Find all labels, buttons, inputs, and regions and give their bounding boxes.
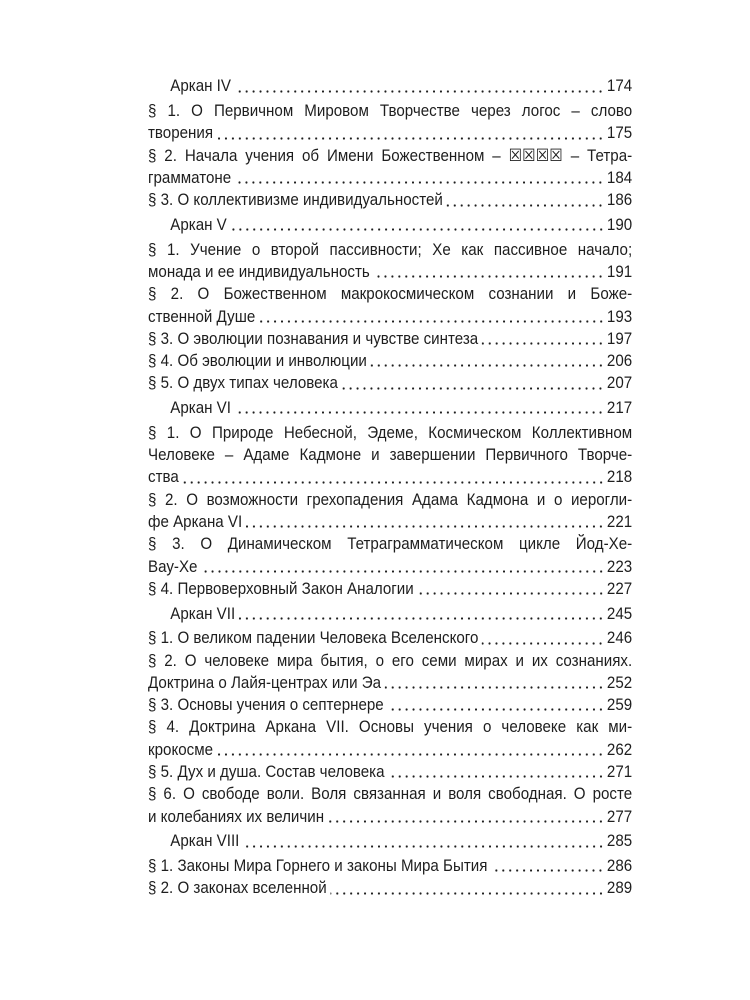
section-last-line	[148, 122, 632, 144]
section-text: грамматоне	[148, 167, 232, 187]
page-number: 217	[606, 398, 633, 418]
page-number: 190	[606, 214, 633, 234]
section-entry	[148, 627, 632, 649]
section-text: ственной Душе	[148, 306, 256, 326]
page-number: 184	[606, 167, 633, 187]
section-last-line	[148, 167, 632, 189]
dot-leader	[482, 328, 604, 350]
arcan-heading	[148, 830, 632, 852]
section-text: и колебаниях их величин	[148, 806, 325, 826]
section-entry	[148, 422, 632, 489]
section-entry	[148, 650, 632, 695]
section-last-line	[148, 694, 632, 716]
dot-leader	[446, 189, 604, 211]
arcan-title: Аркан VIII	[170, 831, 240, 851]
page-number: 193	[606, 306, 633, 326]
section-last-line	[148, 627, 632, 649]
section-last-line	[148, 739, 632, 761]
section-line: § 2. Начала учения об Имени Божественном – ☒☒☒☒ – Тетра-	[148, 145, 633, 165]
arcan-title: Аркан VI	[170, 398, 231, 418]
arcan-heading	[148, 603, 632, 625]
section-last-line	[148, 672, 632, 694]
section-line: Человеке – Адаме Кадмоне и завершении Первичного Творче-	[148, 445, 633, 465]
dot-leader	[239, 603, 604, 625]
section-entry	[148, 783, 632, 828]
section-text: § 5. Дух и душа. Состав человека	[148, 762, 385, 782]
dot-leader	[341, 372, 604, 394]
page-number: 259	[606, 695, 633, 715]
section-line: § 3. О Динамическом Тетраграмматическом цикле Йод-Хе-	[148, 534, 633, 554]
page-number: 246	[606, 628, 633, 648]
dot-leader	[217, 739, 605, 761]
section-entry	[148, 239, 632, 284]
section-entry	[148, 489, 632, 534]
arcan-title: Аркан VII	[170, 603, 236, 623]
section-text: § 3. О эволюции познавания и чувстве синтеза	[148, 328, 479, 348]
section-last-line	[148, 578, 632, 600]
section-entry	[148, 283, 632, 328]
section-entry	[148, 328, 632, 350]
page-number: 186	[606, 190, 633, 210]
section-entry	[148, 578, 632, 600]
page-number: 252	[606, 672, 633, 692]
section-entry	[148, 877, 632, 899]
dot-leader	[387, 694, 604, 716]
section-text: фе Аркана VI	[148, 511, 243, 531]
page-number: 277	[606, 806, 633, 826]
section-entry	[148, 100, 632, 145]
dot-leader	[246, 511, 604, 533]
section-last-line	[148, 328, 632, 350]
section-last-line	[148, 761, 632, 783]
section-text: § 4. Первоверховный Закон Аналогии	[148, 578, 414, 598]
page-number: 285	[606, 831, 633, 851]
section-line: § 2. О Божественном макрокосмическом сознании и Боже-	[148, 284, 633, 304]
dot-leader	[182, 466, 604, 488]
page-number: 174	[606, 76, 633, 96]
section-last-line	[148, 466, 632, 488]
page-number: 191	[606, 261, 633, 281]
dot-leader	[482, 627, 604, 649]
page-number: 206	[606, 351, 633, 371]
section-text: Вау-Хе	[148, 556, 198, 576]
section-entry	[148, 533, 632, 578]
dot-leader	[243, 830, 604, 852]
section-line: § 1. О Первичном Мировом Творчестве через логос – слово	[148, 101, 633, 121]
section-last-line	[148, 261, 632, 283]
section-line: § 6. О свободе воли. Воля связанная и воля свободная. О росте	[148, 784, 633, 804]
dot-leader	[491, 855, 604, 877]
section-text: монада и ее индивидуальность	[148, 261, 370, 281]
arcan-heading	[148, 397, 632, 419]
page-number: 175	[606, 123, 633, 143]
section-entry	[148, 350, 632, 372]
dot-leader	[417, 578, 604, 600]
section-last-line	[148, 877, 632, 899]
section-text: Доктрина о Лайя-центрах или Эа	[148, 672, 382, 692]
section-line: § 1. О Природе Небесной, Эдеме, Космическом Коллективном	[148, 422, 633, 442]
dot-leader	[217, 122, 605, 144]
section-line: § 2. О человеке мира бытия, о его семи мирах и их сознаниях.	[148, 650, 633, 670]
page-number: 197	[606, 328, 633, 348]
page-number: 218	[606, 467, 633, 487]
section-last-line	[148, 806, 632, 828]
table-of-contents	[148, 73, 632, 900]
section-entry	[148, 145, 632, 190]
page-number: 207	[606, 373, 633, 393]
arcan-title: Аркан V	[170, 214, 227, 234]
section-text: § 3. Основы учения о септернере	[148, 695, 384, 715]
page-number: 227	[606, 578, 633, 598]
section-text: § 3. О коллективизме индивидуальностей	[148, 190, 443, 210]
section-text: творения	[148, 123, 214, 143]
section-last-line	[148, 372, 632, 394]
page-number: 286	[606, 856, 633, 875]
section-text: § 1. О великом падении Человека Вселенского	[148, 628, 479, 648]
arcan-title: Аркан IV	[170, 76, 231, 96]
page-number: 221	[606, 511, 633, 531]
section-last-line	[148, 511, 632, 533]
page-number: 271	[606, 762, 633, 782]
section-entry	[148, 372, 632, 394]
arcan-heading	[148, 75, 632, 97]
section-entry	[148, 716, 632, 761]
section-last-line	[148, 556, 632, 578]
section-last-line	[148, 306, 632, 328]
dot-leader	[201, 556, 604, 578]
section-line: § 1. Учение о второй пассивности; Хе как пассивное начало;	[148, 239, 633, 259]
page-number: 289	[606, 878, 633, 898]
section-entry	[148, 189, 632, 211]
section-entry	[148, 855, 632, 877]
dot-leader	[370, 350, 604, 372]
dot-leader	[235, 397, 605, 419]
section-last-line	[148, 189, 632, 211]
dot-leader	[328, 806, 605, 828]
dot-leader	[235, 167, 604, 189]
dot-leader	[330, 877, 604, 899]
section-text: § 1. Законы Мира Горнего и законы Мира Бытия	[148, 856, 488, 875]
section-text: § 5. О двух типах человека	[148, 373, 338, 393]
arcan-heading	[148, 214, 632, 236]
section-text: ства	[148, 467, 179, 487]
page-number: 262	[606, 739, 633, 759]
section-last-line	[148, 350, 632, 372]
page-number: 223	[606, 556, 633, 576]
dot-leader	[259, 306, 604, 328]
dot-leader	[385, 672, 605, 694]
section-line: § 4. Доктрина Аркана VII. Основы учения о человеке как ми-	[148, 717, 633, 737]
section-last-line	[148, 855, 632, 877]
section-line: § 2. О возможности грехопадения Адама Кадмона и о иерогли-	[148, 489, 633, 509]
dot-leader	[230, 214, 604, 236]
section-text: крокосме	[148, 739, 214, 759]
section-text: § 4. Об эволюции и инволюции	[148, 351, 367, 371]
dot-leader	[235, 75, 605, 97]
dot-leader	[373, 261, 604, 283]
page-number: 245	[606, 603, 633, 623]
section-entry	[148, 694, 632, 716]
section-text: § 2. О законах вселенной	[148, 878, 327, 898]
section-entry	[148, 761, 632, 783]
dot-leader	[388, 761, 604, 783]
